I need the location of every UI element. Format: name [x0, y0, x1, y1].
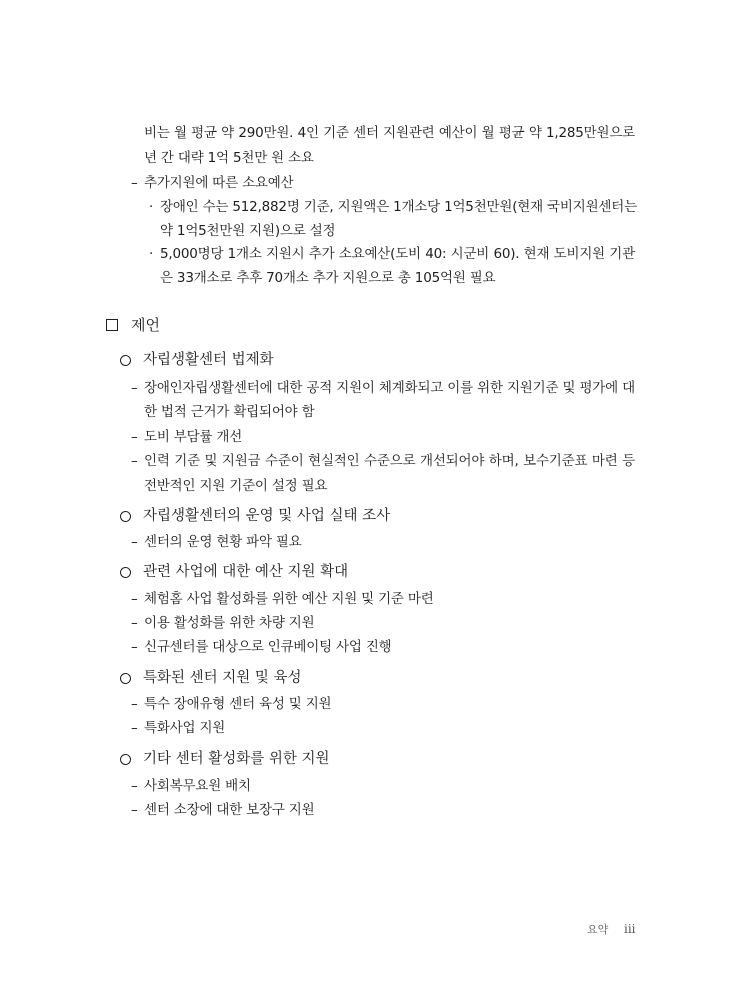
dash-marker: – — [131, 696, 138, 712]
bullet-line: 5,000명당 1개소 지원시 추가 소요예산(도비 40: 시군비 60). 현재 도비지원 기관 — [160, 246, 635, 262]
list-item-line: 전반적인 지원 기준이 설정 필요 — [144, 478, 328, 494]
text-line: 년 간 대략 1억 5천만 원 소요 — [144, 150, 314, 166]
list-item-line: 이용 활성화를 위한 차량 지원 — [144, 615, 315, 631]
dash-marker: – — [131, 380, 138, 396]
proposal-heading: 특화된 센터 지원 및 육성 — [143, 670, 302, 686]
circle-bullet-icon — [120, 673, 131, 684]
proposal-heading: 자립생활센터 법제화 — [143, 352, 274, 368]
proposal-heading: 관련 사업에 대한 예산 지원 확대 — [143, 564, 349, 580]
list-item-line: 한 법적 근거가 확립되어야 함 — [144, 404, 315, 420]
proposal-heading: 자립생활센터의 운영 및 사업 실태 조사 — [143, 508, 391, 524]
text-line: 비는 월 평균 약 290만원. 4인 기준 센터 지원관련 예산이 월 평균 약 1,285만원으로 — [144, 125, 635, 141]
list-item-line: 사회복무요원 배치 — [144, 778, 251, 794]
circle-bullet-icon — [120, 567, 131, 578]
dash-item: 추가지원에 따른 소요예산 — [144, 175, 294, 191]
list-item-line: 체험홈 사업 활성화를 위한 예산 지원 및 기준 마련 — [144, 591, 434, 607]
list-item-line: 신규센터를 대상으로 인큐베이팅 사업 진행 — [144, 639, 392, 655]
list-item-line: 센터의 운영 현황 파악 필요 — [144, 534, 302, 550]
bullet-line: 약 1억5천만원 지원)으로 설정 — [160, 223, 336, 239]
dash-marker: – — [131, 429, 138, 445]
dot-marker: · — [149, 246, 154, 262]
circle-bullet-icon — [120, 355, 131, 366]
bullet-line: 은 33개소로 추후 70개소 추가 지원으로 총 105억원 필요 — [160, 270, 496, 286]
footer-label: 요약 — [587, 923, 609, 936]
dash-marker: – — [131, 802, 138, 818]
dot-marker: · — [149, 199, 154, 215]
dash-marker: – — [131, 639, 138, 655]
list-item-line: 인력 기준 및 지원금 수준이 현실적인 수준으로 개선되어야 하며, 보수기준표 마련 등 — [144, 453, 635, 469]
section-checkbox-icon — [106, 319, 118, 331]
circle-bullet-icon — [120, 511, 131, 522]
dash-marker: – — [131, 534, 138, 550]
dash-marker: – — [131, 453, 138, 469]
list-item-line: 장애인자립생활센터에 대한 공적 지원이 체계화되고 이를 위한 지원기준 및 평가에 대 — [144, 380, 635, 396]
circle-bullet-icon — [120, 754, 131, 765]
proposal-heading: 기타 센터 활성화를 위한 지원 — [143, 751, 330, 767]
list-item-line: 특화사업 지원 — [144, 720, 226, 736]
list-item-line: 특수 장애유형 센터 육성 및 지원 — [144, 696, 332, 712]
dash-marker: – — [131, 175, 138, 191]
dash-marker: – — [131, 615, 138, 631]
bullet-line: 장애인 수는 512,882명 기준, 지원액은 1개소당 1억5천만원(현재 국비지원센터는 — [160, 199, 637, 215]
page-number: iii — [624, 922, 636, 936]
dash-marker: – — [131, 778, 138, 794]
section-title: 제언 — [131, 316, 160, 334]
list-item-line: 도비 부담률 개선 — [144, 429, 243, 445]
dash-marker: – — [131, 720, 138, 736]
dash-marker: – — [131, 591, 138, 607]
list-item-line: 센터 소장에 대한 보장구 지원 — [144, 802, 315, 818]
